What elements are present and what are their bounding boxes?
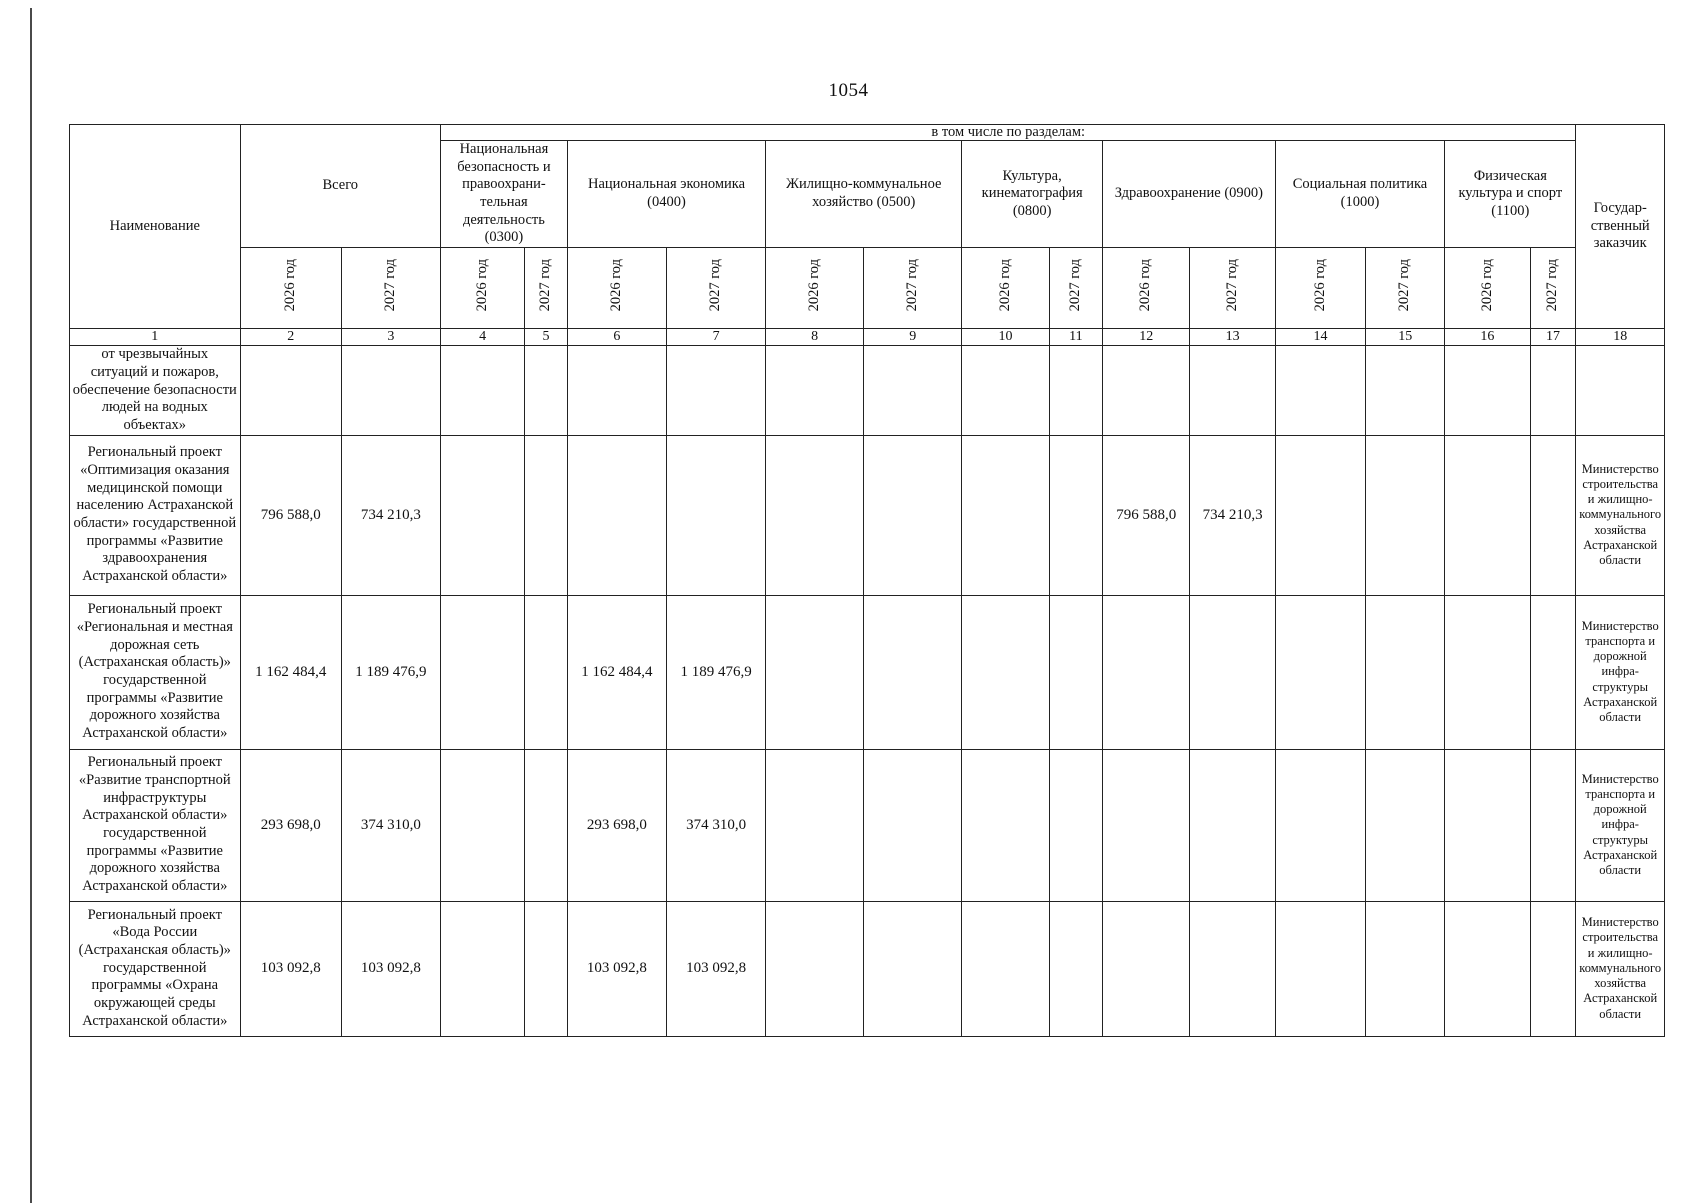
- value-cell: 374 310,0: [341, 749, 440, 901]
- year-header-label: 2026 год: [1478, 259, 1495, 312]
- column-number: 7: [667, 329, 766, 346]
- value-cell: [1049, 749, 1102, 901]
- value-cell: [962, 595, 1049, 749]
- year-header-label: 2027 год: [1223, 259, 1240, 312]
- value-cell: [1530, 901, 1576, 1036]
- column-number: 6: [567, 329, 666, 346]
- year-header-row: [70, 248, 1665, 329]
- table-row: [70, 749, 1665, 901]
- table-row: [70, 346, 1665, 435]
- year-header-label: 2026 год: [1311, 259, 1328, 312]
- value-cell: [864, 749, 962, 901]
- year-header-cell: [1103, 248, 1190, 329]
- value-cell: [864, 346, 962, 435]
- year-header-label: 2026 год: [996, 259, 1013, 312]
- year-header-cell: [962, 248, 1049, 329]
- value-cell: [441, 435, 525, 595]
- column-number: 1: [70, 329, 241, 346]
- value-cell: [1049, 901, 1102, 1036]
- year-header-cell: [766, 248, 864, 329]
- year-header-cell: [341, 248, 440, 329]
- year-header-cell: [525, 248, 568, 329]
- value-cell: [525, 749, 568, 901]
- value-cell: [667, 346, 766, 435]
- year-header-cell: [441, 248, 525, 329]
- value-cell: [1366, 435, 1445, 595]
- value-cell: [341, 346, 440, 435]
- value-cell: [766, 595, 864, 749]
- table-row: [70, 435, 1665, 595]
- value-cell: [1366, 749, 1445, 901]
- value-cell: [1103, 749, 1190, 901]
- value-cell: [1366, 901, 1445, 1036]
- value-cell: 293 698,0: [240, 749, 341, 901]
- year-header-cell: [567, 248, 666, 329]
- column-number: 15: [1366, 329, 1445, 346]
- value-cell: [1530, 435, 1576, 595]
- header-name: Наименование: [70, 125, 241, 329]
- value-cell: [1530, 595, 1576, 749]
- value-cell: [962, 346, 1049, 435]
- value-cell: [1049, 435, 1102, 595]
- year-header-label: 2027 год: [382, 259, 399, 312]
- row-name: Региональный проект «Развитие транспортной инфраструктуры Астраханской области» государственной программы «Развитие дорожного хозяйства Астраханской области»: [70, 749, 241, 901]
- header-section-0500: Жилищно-коммунальное хозяйство (0500): [766, 141, 962, 248]
- year-header-label: 2027 год: [1067, 259, 1084, 312]
- value-cell: [525, 595, 568, 749]
- table-body: [70, 346, 1665, 1036]
- value-cell: [1103, 901, 1190, 1036]
- value-cell: [962, 749, 1049, 901]
- value-cell: [1530, 346, 1576, 435]
- column-number: 9: [864, 329, 962, 346]
- value-cell: [441, 749, 525, 901]
- value-cell: [441, 595, 525, 749]
- header-sections-group: в том числе по разделам:: [441, 125, 1576, 141]
- header-section-0400: Национальная экономика (0400): [567, 141, 765, 248]
- header-section-0900: Здравоохранение (0900): [1103, 141, 1276, 248]
- scan-edge-line: [30, 8, 32, 1203]
- value-cell: [1445, 749, 1530, 901]
- value-cell: 796 588,0: [240, 435, 341, 595]
- value-cell: [1275, 435, 1366, 595]
- value-cell: [1049, 346, 1102, 435]
- value-cell: 103 092,8: [341, 901, 440, 1036]
- value-cell: [766, 749, 864, 901]
- header-section-0800: Культура, кинематография (0800): [962, 141, 1103, 248]
- header-section-1000: Социальная политика (1000): [1275, 141, 1445, 248]
- column-number: 8: [766, 329, 864, 346]
- value-cell: [1275, 749, 1366, 901]
- year-header-label: 2027 год: [903, 259, 920, 312]
- year-header-label: 2026 год: [473, 259, 490, 312]
- value-cell: [864, 595, 962, 749]
- column-number: 4: [441, 329, 525, 346]
- year-header-cell: [240, 248, 341, 329]
- value-cell: [1445, 901, 1530, 1036]
- value-cell: [1190, 901, 1275, 1036]
- year-header-label: 2026 год: [805, 259, 822, 312]
- value-cell: [1445, 595, 1530, 749]
- year-header-label: 2027 год: [707, 259, 724, 312]
- value-cell: [441, 901, 525, 1036]
- year-header-label: 2027 год: [1544, 259, 1561, 312]
- value-cell: [962, 901, 1049, 1036]
- value-cell: [1103, 595, 1190, 749]
- year-header-cell: [1445, 248, 1530, 329]
- column-number: 3: [341, 329, 440, 346]
- value-cell: 1 189 476,9: [341, 595, 440, 749]
- value-cell: [1275, 595, 1366, 749]
- value-cell: 1 162 484,4: [567, 595, 666, 749]
- year-header-label: 2026 год: [1137, 259, 1154, 312]
- column-number: 18: [1576, 329, 1665, 346]
- value-cell: 734 210,3: [341, 435, 440, 595]
- value-cell: 293 698,0: [567, 749, 666, 901]
- value-cell: 1 189 476,9: [667, 595, 766, 749]
- value-cell: 734 210,3: [1190, 435, 1275, 595]
- value-cell: [1190, 595, 1275, 749]
- year-header-label: 2027 год: [1396, 259, 1413, 312]
- value-cell: [1445, 346, 1530, 435]
- column-number: 2: [240, 329, 341, 346]
- row-name: Региональный проект «Региональная и местная дорожная сеть (Астраханская область)» государственной программы «Развитие дорожного хозяйства Астраханской области»: [70, 595, 241, 749]
- value-cell: 103 092,8: [567, 901, 666, 1036]
- value-cell: 796 588,0: [1103, 435, 1190, 595]
- row-customer: Министерство строительства и жилищно-коммунального хозяйства Астраханской области: [1576, 901, 1665, 1036]
- value-cell: [525, 901, 568, 1036]
- year-header-cell: [667, 248, 766, 329]
- year-header-cell: [1190, 248, 1275, 329]
- value-cell: [567, 346, 666, 435]
- value-cell: [1275, 346, 1366, 435]
- column-number-row: [70, 329, 1665, 346]
- row-customer: Министерство строительства и жилищно-коммунального хозяйства Астраханской области: [1576, 435, 1665, 595]
- value-cell: [766, 346, 864, 435]
- column-number: 17: [1530, 329, 1576, 346]
- column-number: 14: [1275, 329, 1366, 346]
- value-cell: [864, 901, 962, 1036]
- value-cell: [441, 346, 525, 435]
- column-number: 10: [962, 329, 1049, 346]
- year-header-label: 2026 год: [608, 259, 625, 312]
- value-cell: [1190, 346, 1275, 435]
- year-header-label: 2027 год: [537, 259, 554, 312]
- value-cell: [864, 435, 962, 595]
- value-cell: [1445, 435, 1530, 595]
- year-header-cell: [1275, 248, 1366, 329]
- value-cell: [766, 435, 864, 595]
- value-cell: [1049, 595, 1102, 749]
- value-cell: [667, 435, 766, 595]
- header-customer: Государ-ственный заказчик: [1576, 125, 1665, 329]
- value-cell: [1366, 346, 1445, 435]
- value-cell: [567, 435, 666, 595]
- value-cell: [1275, 901, 1366, 1036]
- column-number: 11: [1049, 329, 1102, 346]
- value-cell: [240, 346, 341, 435]
- value-cell: [525, 435, 568, 595]
- year-header-cell: [864, 248, 962, 329]
- row-name: от чрезвычайных ситуаций и пожаров, обеспечение безопасности людей на водных объектах»: [70, 346, 241, 435]
- header-section-1100: Физическая культура и спорт (1100): [1445, 141, 1576, 248]
- value-cell: [1530, 749, 1576, 901]
- year-header-label: 2026 год: [281, 259, 298, 312]
- value-cell: 103 092,8: [667, 901, 766, 1036]
- value-cell: [525, 346, 568, 435]
- budget-table: [69, 124, 1665, 1037]
- row-name: Региональный проект «Вода России (Астраханская область)» государственной программы «Охрана окружающей среды Астраханской области»: [70, 901, 241, 1036]
- row-customer: Министерство транспорта и дорожной инфра-структуры Астраханской области: [1576, 595, 1665, 749]
- value-cell: [1103, 346, 1190, 435]
- header-section-0300: Национальная безопасность и правоохрани-тельная деятельность (0300): [441, 141, 568, 248]
- value-cell: [1366, 595, 1445, 749]
- table-row: [70, 901, 1665, 1036]
- table-header: [70, 125, 1665, 346]
- column-number: 13: [1190, 329, 1275, 346]
- row-customer: [1576, 346, 1665, 435]
- value-cell: 1 162 484,4: [240, 595, 341, 749]
- column-number: 12: [1103, 329, 1190, 346]
- page-number: 1054: [828, 80, 869, 101]
- column-number: 5: [525, 329, 568, 346]
- table-row: [70, 595, 1665, 749]
- value-cell: 103 092,8: [240, 901, 341, 1036]
- row-name: Региональный проект «Оптимизация оказания медицинской помощи населению Астраханской области» государственной программы «Развитие здравоохранения Астраханской области»: [70, 435, 241, 595]
- year-header-cell: [1366, 248, 1445, 329]
- row-customer: Министерство транспорта и дорожной инфра-структуры Астраханской области: [1576, 749, 1665, 901]
- value-cell: [1190, 749, 1275, 901]
- year-header-cell: [1530, 248, 1576, 329]
- value-cell: [766, 901, 864, 1036]
- year-header-cell: [1049, 248, 1102, 329]
- value-cell: [962, 435, 1049, 595]
- header-total: Всего: [240, 125, 440, 248]
- value-cell: 374 310,0: [667, 749, 766, 901]
- column-number: 16: [1445, 329, 1530, 346]
